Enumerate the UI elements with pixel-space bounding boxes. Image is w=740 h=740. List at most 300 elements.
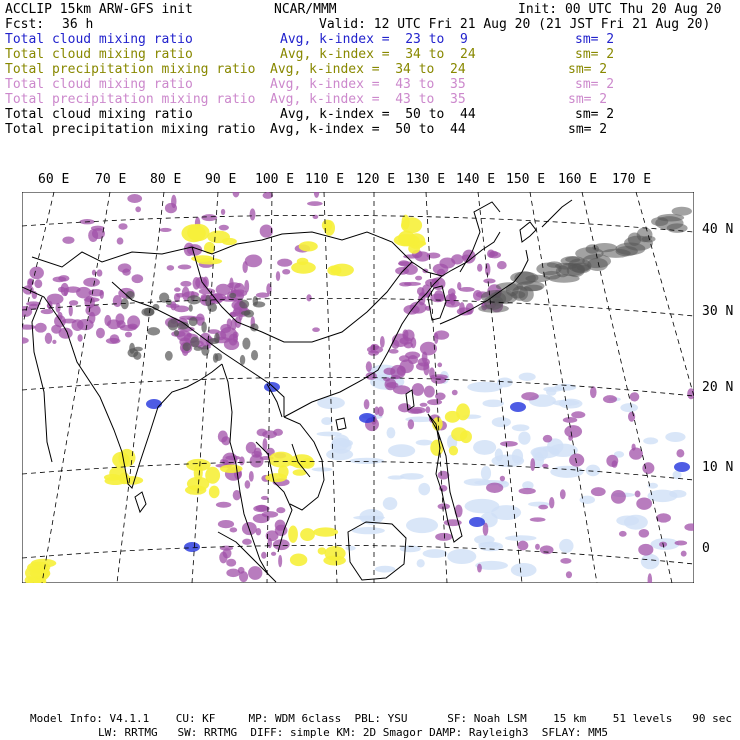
cloud-high-patch — [220, 324, 231, 333]
cloud-high-patch — [635, 490, 641, 497]
cloud-haze — [418, 483, 430, 496]
fcst-value: 36 h — [62, 17, 94, 32]
cloud-mid-patch — [187, 224, 209, 241]
lon-label: 160 E — [558, 172, 598, 187]
cloud-high-patch — [174, 287, 181, 292]
cloud-high-patch — [400, 359, 414, 373]
cloud-top-patch — [190, 337, 199, 348]
cloud-high-patch — [422, 351, 428, 363]
cloud-high-patch — [256, 292, 270, 297]
legend-avg: Avg, k-index = 34 to 24 — [280, 47, 476, 62]
cloud-high-patch — [69, 300, 78, 305]
cloud-high-patch — [434, 333, 438, 344]
cloud-high-patch — [97, 269, 103, 276]
cloud-high-patch — [538, 505, 548, 510]
cloud-high-patch — [219, 225, 229, 231]
cloud-top-patch — [208, 303, 217, 312]
cloud-high-patch — [420, 403, 428, 407]
cloud-low-patch — [184, 542, 200, 552]
cloud-high-patch — [611, 490, 626, 504]
cloud-high-patch — [391, 375, 400, 379]
legend-avg: Avg, k-index = 50 to 44 — [280, 107, 476, 122]
cloud-top-band — [587, 258, 608, 271]
cloud-high-patch — [76, 287, 91, 299]
lon-label: 170 E — [612, 172, 652, 187]
cloud-high-patch — [459, 287, 475, 292]
cloud-high-patch — [255, 505, 268, 511]
lon-label: 80 E — [150, 172, 182, 187]
cloud-top-patch — [215, 353, 223, 361]
lon-label: 100 E — [255, 172, 295, 187]
cloud-high-patch — [519, 488, 536, 494]
cloud-high-patch — [642, 462, 654, 474]
cloud-mid-patch — [269, 452, 294, 468]
cloud-top-patch — [201, 321, 206, 332]
model-title: ACCLIP 15km ARW-GFS init — [5, 2, 193, 17]
cloud-high-patch — [384, 368, 396, 375]
cloud-high-patch — [656, 513, 671, 522]
cloud-low-patch — [146, 399, 162, 409]
cloud-mid-patch — [398, 231, 415, 246]
cloud-high-patch — [571, 411, 585, 418]
cloud-high-patch — [176, 293, 184, 298]
model-info-line1: Model Info: V4.1.1 CU: KF MP: WDM 6class PBL: YSU SF: Noah LSM 15 km 51 levels 90 sec — [30, 712, 732, 725]
cloud-haze — [665, 432, 685, 442]
cloud-haze — [519, 373, 536, 381]
cloud-high-patch — [201, 214, 217, 221]
cloud-mid-patch — [220, 465, 243, 473]
init-time: Init: 00 UTC Thu 20 Aug 20 — [518, 2, 722, 17]
cloud-high-patch — [530, 458, 535, 471]
cloud-high-patch — [273, 429, 283, 436]
cloud-high-patch — [639, 529, 650, 538]
cloud-high-patch — [171, 195, 176, 208]
cloud-high-patch — [277, 259, 292, 267]
cloud-high-patch — [34, 279, 42, 288]
cloud-haze — [481, 466, 491, 481]
lon-label: 150 E — [506, 172, 546, 187]
legend-sm: sm= 2 — [568, 62, 608, 77]
cloud-haze — [482, 399, 504, 407]
cloud-high-patch — [435, 533, 452, 541]
valid-time: Valid: 12 UTC Fri 21 Aug 20 (21 JST Fri 21 Aug 20) — [319, 17, 711, 32]
cloud-mid-patch — [300, 528, 315, 541]
cloud-high-patch — [128, 324, 138, 330]
cloud-high-patch — [199, 288, 216, 294]
cloud-high-patch — [415, 276, 422, 281]
cloud-high-patch — [276, 507, 285, 513]
lat-label: 0 — [702, 541, 710, 556]
cloud-haze — [643, 437, 658, 444]
cloud-haze — [467, 382, 502, 393]
cloud-top-patch — [239, 300, 249, 309]
cloud-haze — [345, 546, 355, 551]
cloud-haze — [317, 432, 342, 437]
cloud-top-patch — [251, 350, 258, 360]
cloud-top-patch — [187, 295, 201, 304]
cloud-high-patch — [477, 564, 482, 573]
cloud-haze — [620, 403, 638, 412]
cloud-high-patch — [29, 267, 43, 280]
cloud-high-patch — [245, 254, 262, 267]
legend-avg: Avg, k-index = 34 to 24 — [270, 62, 466, 77]
cloud-high-patch — [497, 261, 507, 269]
lon-label: 90 E — [205, 172, 237, 187]
cloud-mid-patch — [456, 403, 470, 420]
cloud-mid-patch — [401, 217, 422, 233]
cloud-high-patch — [488, 252, 501, 259]
cloud-haze — [559, 539, 573, 553]
cloud-high-patch — [455, 505, 463, 518]
cloud-high-patch — [500, 441, 518, 447]
cloud-high-patch — [416, 362, 429, 370]
cloud-top-patch — [253, 301, 265, 307]
cloud-haze — [321, 417, 332, 425]
cloud-high-patch — [249, 471, 254, 482]
cloud-high-patch — [27, 278, 32, 288]
cloud-haze — [511, 563, 537, 577]
cloud-high-patch — [83, 278, 100, 287]
cloud-high-patch — [91, 226, 105, 231]
lon-label: 120 E — [356, 172, 396, 187]
cloud-high-patch — [628, 412, 635, 422]
cloud-high-patch — [404, 282, 421, 286]
cloud-high-patch — [427, 253, 441, 259]
cloud-high-patch — [53, 276, 67, 282]
cloud-high-patch — [398, 260, 409, 266]
legend-avg: Avg, k-index = 43 to 35 — [270, 77, 466, 92]
cloud-high-patch — [62, 236, 74, 243]
legend-avg: Avg, k-index = 43 to 35 — [270, 92, 466, 107]
cloud-haze — [400, 473, 424, 480]
cloud-high-patch — [437, 363, 442, 368]
legend-name: Total cloud mixing ratio — [5, 47, 193, 62]
cloud-haze — [465, 499, 500, 513]
cloud-mid-patch — [299, 241, 318, 251]
cloud-high-patch — [278, 555, 282, 567]
cloud-high-patch — [226, 569, 240, 577]
legend-sm: sm= 2 — [568, 122, 608, 137]
cloud-haze — [473, 440, 496, 455]
cloud-high-patch — [117, 320, 126, 328]
cloud-high-patch — [412, 383, 424, 396]
cloud-high-patch — [239, 456, 245, 465]
cloud-high-patch — [117, 237, 124, 244]
cloud-mid-patch — [209, 486, 220, 499]
cloud-high-patch — [54, 315, 66, 327]
cloud-haze — [478, 542, 498, 547]
cloud-high-patch — [135, 206, 141, 212]
cloud-high-patch — [631, 444, 635, 451]
legend-name: Total precipitation mixing ratio — [5, 62, 256, 77]
cloud-mid-patch — [322, 220, 332, 231]
cloud-high-patch — [364, 399, 370, 409]
cloud-mid-patch — [185, 485, 206, 495]
cloud-haze — [491, 454, 524, 467]
cloud-top-patch — [201, 345, 209, 355]
cloud-high-patch — [636, 497, 652, 509]
cloud-high-patch — [676, 449, 684, 457]
cloud-high-patch — [41, 309, 54, 314]
cloud-high-patch — [439, 257, 455, 268]
cloud-haze — [388, 444, 415, 457]
cloud-high-patch — [250, 208, 256, 220]
cloud-high-patch — [603, 395, 617, 403]
cloud-high-patch — [566, 571, 572, 578]
cloud-high-patch — [178, 265, 191, 270]
cloud-high-patch — [549, 497, 554, 508]
cloud-high-patch — [58, 287, 65, 293]
lat-label: 40 N — [702, 222, 734, 237]
cloud-top-patch — [165, 351, 173, 361]
cloud-top-band — [510, 291, 525, 298]
lon-label: 70 E — [95, 172, 127, 187]
lon-label: 110 E — [305, 172, 345, 187]
cloud-high-patch — [540, 545, 554, 554]
cloud-high-patch — [563, 417, 578, 423]
cloud-mid-patch — [104, 474, 121, 481]
cloud-high-patch — [261, 496, 269, 500]
cloud-high-patch — [638, 544, 653, 556]
lon-label: 140 E — [456, 172, 496, 187]
cloud-low-patch — [359, 413, 375, 423]
cloud-high-patch — [282, 269, 290, 275]
legend-sm: sm= 2 — [575, 107, 615, 122]
cloud-high-patch — [366, 372, 377, 380]
cloud-top-patch — [244, 310, 254, 318]
fcst-label: Fcst: — [5, 17, 45, 32]
cloud-high-patch — [530, 517, 546, 521]
cloud-high-patch — [560, 489, 566, 499]
cloud-mid-patch — [451, 427, 467, 441]
cloud-high-patch — [167, 265, 174, 270]
cloud-top-patch — [242, 338, 250, 350]
cloud-high-patch — [438, 503, 450, 509]
cloud-high-patch — [378, 406, 384, 416]
cloud-haze — [586, 465, 600, 477]
legend-sm: sm= 2 — [575, 77, 615, 92]
cloud-mid-patch — [205, 467, 220, 484]
cloud-top-band — [601, 249, 630, 258]
cloud-top-band — [657, 214, 684, 222]
cloud-high-patch — [486, 483, 503, 493]
lat-label: 30 N — [702, 304, 734, 319]
cloud-high-patch — [132, 274, 144, 283]
cloud-haze — [492, 417, 511, 427]
lat-label: 10 N — [702, 460, 734, 475]
cloud-high-patch — [221, 209, 225, 215]
cloud-top-patch — [147, 327, 160, 335]
cloud-low-patch — [674, 462, 690, 472]
cloud-high-patch — [271, 552, 276, 556]
cloud-high-patch — [485, 263, 491, 276]
cloud-mid-patch — [408, 244, 420, 254]
lon-label: 60 E — [38, 172, 70, 187]
cloud-haze — [375, 566, 395, 573]
cloud-haze — [352, 527, 385, 534]
cloud-high-patch — [500, 476, 505, 482]
cloud-high-patch — [477, 264, 482, 272]
cloud-mid-patch — [278, 465, 289, 478]
cloud-high-patch — [242, 539, 252, 545]
cloud-high-patch — [77, 334, 82, 342]
legend-name: Total precipitation mixing ratio — [5, 122, 256, 137]
cloud-high-patch — [125, 332, 132, 338]
cloud-high-patch — [261, 552, 267, 559]
lat-label: 20 N — [702, 380, 734, 395]
cloud-high-patch — [591, 487, 606, 496]
cloud-top-band — [524, 285, 543, 291]
cloud-high-patch — [681, 551, 687, 557]
cloud-high-patch — [45, 333, 52, 344]
cloud-haze — [332, 434, 350, 450]
cloud-mid-patch — [297, 258, 309, 265]
cloud-haze — [349, 458, 384, 464]
map-panel — [22, 192, 694, 583]
cloud-low-patch — [510, 402, 526, 412]
cloud-high-patch — [367, 346, 383, 354]
cloud-top-patch — [189, 317, 198, 326]
cloud-haze — [417, 559, 425, 567]
cloud-top-patch — [133, 347, 143, 352]
cloud-top-patch — [229, 293, 236, 298]
cloud-top-patch — [240, 355, 245, 365]
cloud-high-patch — [408, 419, 414, 429]
cloud-high-patch — [619, 531, 627, 537]
cloud-high-patch — [225, 455, 240, 460]
cloud-haze — [312, 467, 333, 471]
cloud-haze — [416, 440, 433, 446]
cloud-high-patch — [405, 352, 420, 359]
cloud-high-patch — [226, 559, 236, 567]
cloud-mid-patch — [288, 525, 298, 542]
cloud-haze — [512, 424, 530, 431]
cloud-high-patch — [77, 319, 94, 330]
cloud-haze — [505, 535, 537, 541]
cloud-high-patch — [307, 201, 323, 206]
legend-name: Total cloud mixing ratio — [5, 107, 193, 122]
cloud-high-patch — [263, 192, 274, 199]
cloud-high-patch — [245, 480, 251, 488]
cloud-high-patch — [521, 392, 539, 400]
cloud-top-patch — [183, 342, 191, 351]
cloud-top-band — [558, 263, 585, 276]
cloud-high-patch — [590, 386, 597, 398]
legend-avg: Avg, k-index = 50 to 44 — [270, 122, 466, 137]
legend-sm: sm= 2 — [575, 47, 615, 62]
cloud-high-patch — [380, 336, 385, 348]
cloud-mid-patch — [290, 554, 307, 567]
cloud-haze — [406, 518, 438, 534]
cloud-high-patch — [366, 361, 372, 372]
cloud-high-patch — [260, 224, 273, 237]
cloud-high-patch — [110, 334, 120, 343]
cloud-mid-patch — [313, 527, 338, 536]
cloud-high-patch — [612, 460, 618, 467]
cloud-high-patch — [239, 571, 248, 582]
cloud-high-patch — [535, 544, 540, 550]
cloud-high-patch — [426, 406, 431, 413]
cloud-haze — [447, 549, 476, 564]
legend-name: Total precipitation mixing ratio — [5, 92, 256, 107]
cloud-high-patch — [230, 527, 238, 532]
cloud-low-patch — [469, 517, 485, 527]
cloud-mid-patch — [327, 265, 341, 275]
cloud-high-patch — [218, 520, 234, 528]
cloud-high-patch — [221, 436, 230, 445]
cloud-high-patch — [457, 307, 473, 315]
cloud-high-patch — [306, 294, 311, 301]
cloud-mid-patch — [194, 464, 203, 481]
cloud-high-patch — [233, 332, 239, 338]
lon-label: 130 E — [406, 172, 446, 187]
cloud-mid-patch — [222, 238, 237, 245]
cloud-high-patch — [452, 390, 458, 396]
cloud-high-patch — [560, 558, 571, 564]
cloud-high-patch — [52, 340, 56, 344]
cloud-high-patch — [127, 194, 142, 203]
legend-name: Total cloud mixing ratio — [5, 32, 193, 47]
cloud-high-patch — [564, 425, 582, 438]
cloud-high-patch — [180, 281, 191, 287]
cloud-high-patch — [159, 228, 171, 232]
cloud-high-patch — [543, 435, 553, 443]
cloud-mid-patch — [324, 546, 345, 561]
cloud-top-patch — [174, 330, 179, 336]
cloud-high-patch — [118, 263, 131, 272]
cloud-haze — [423, 549, 448, 558]
cloud-high-patch — [85, 304, 100, 316]
cloud-haze — [669, 490, 686, 498]
cloud-high-patch — [219, 552, 227, 564]
cloud-mid-patch — [30, 568, 50, 579]
cloud-haze — [546, 388, 556, 396]
cloud-high-patch — [35, 323, 47, 333]
cloud-high-patch — [216, 502, 231, 508]
cloud-high-patch — [517, 541, 528, 551]
legend-sm: sm= 2 — [575, 32, 615, 47]
cloud-haze — [518, 431, 530, 444]
cloud-high-patch — [444, 300, 460, 307]
cloud-high-patch — [424, 386, 435, 398]
cloud-top-patch — [189, 304, 193, 311]
cloud-high-patch — [429, 367, 435, 378]
cloud-top-patch — [168, 319, 179, 331]
center-label: NCAR/MMM — [274, 2, 337, 17]
model-info-line2: LW: RRTMG SW: RRTMG DIFF: simple KM: 2D Smagor DAMP: Rayleigh3 SFLAY: MM5 — [98, 726, 608, 739]
cloud-high-patch — [276, 271, 280, 281]
cloud-high-patch — [630, 392, 640, 401]
cloud-haze — [641, 554, 660, 569]
cloud-mid-patch — [197, 258, 222, 265]
cloud-high-patch — [248, 566, 262, 580]
cloud-high-patch — [96, 328, 105, 339]
cloud-high-patch — [312, 327, 320, 332]
cloud-high-patch — [542, 464, 548, 468]
cloud-high-patch — [675, 541, 688, 546]
cloud-high-patch — [251, 451, 262, 458]
legend-sm: sm= 2 — [568, 92, 608, 107]
cloud-haze — [387, 427, 396, 438]
cloud-high-patch — [118, 223, 127, 230]
cloud-high-patch — [569, 454, 584, 467]
cloud-high-patch — [389, 349, 399, 354]
cloud-mid-patch — [449, 446, 458, 456]
cloud-haze — [624, 515, 648, 530]
cloud-high-patch — [256, 528, 262, 535]
legend-name: Total cloud mixing ratio — [5, 77, 193, 92]
cloud-high-patch — [483, 279, 495, 284]
